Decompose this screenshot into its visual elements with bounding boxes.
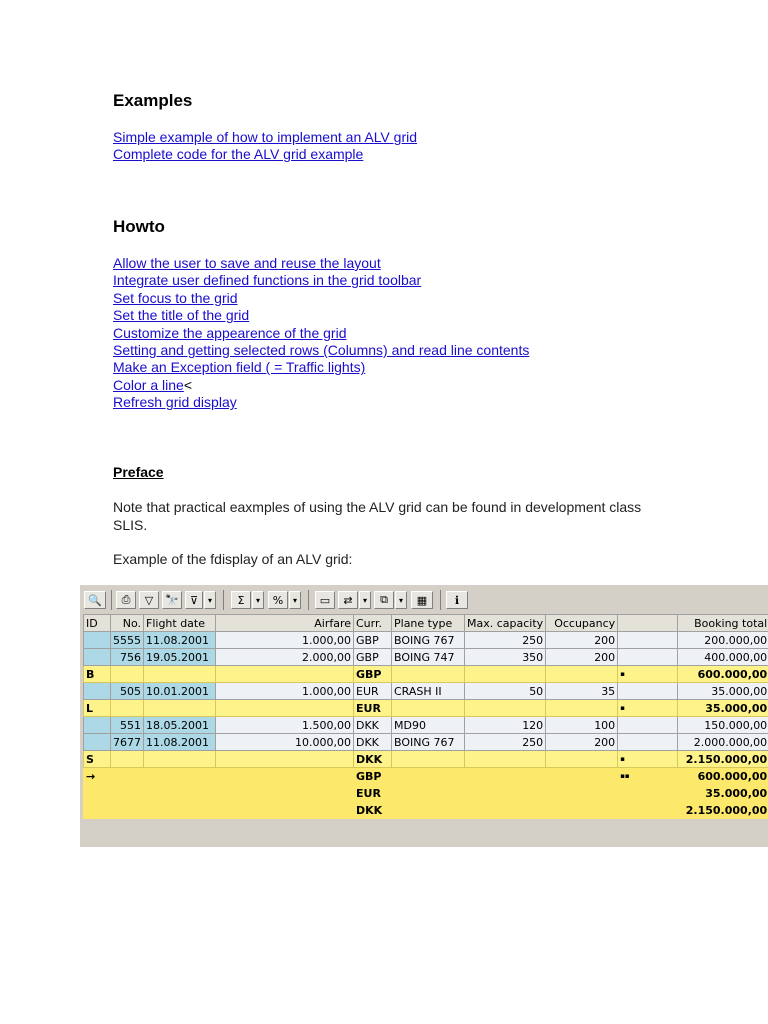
- cell-curr: DKK: [354, 802, 392, 819]
- alv-toolbar: [80, 585, 768, 614]
- col-header-curr[interactable]: Curr.: [354, 615, 392, 632]
- cell-total: 35.000,00: [678, 785, 768, 802]
- cell-max: [465, 785, 546, 802]
- cell-flag: ▪: [618, 700, 678, 717]
- cell-date: [144, 751, 216, 768]
- cell-total: 2.000.000,00: [678, 734, 768, 751]
- cell-airfare: [216, 700, 354, 717]
- link-set-focus[interactable]: Set focus to the grid: [113, 289, 238, 306]
- cell-id: →: [84, 768, 111, 785]
- cell-occ: [546, 802, 618, 819]
- preface-heading: Preface: [113, 464, 164, 480]
- cell-curr: EUR: [354, 700, 392, 717]
- table-row[interactable]: [84, 649, 768, 666]
- cell-id: B: [84, 666, 111, 683]
- cell-plane: [392, 802, 465, 819]
- cell-no: 7677: [111, 734, 144, 751]
- cell-no: 756: [111, 649, 144, 666]
- cell-no: [111, 700, 144, 717]
- cell-no: 551: [111, 717, 144, 734]
- col-header-airfare[interactable]: Airfare: [216, 615, 354, 632]
- cell-no: [111, 751, 144, 768]
- link-color-line[interactable]: Color a line: [113, 376, 184, 393]
- cell-plane: CRASH II: [392, 683, 465, 700]
- cell-plane: [392, 700, 465, 717]
- cell-date: [144, 768, 216, 785]
- total-row[interactable]: [84, 785, 768, 802]
- layout-icon[interactable]: ⧉: [374, 591, 394, 609]
- alv-intro-text: Example of the fdisplay of an ALV grid:: [113, 551, 353, 567]
- cell-date: [144, 666, 216, 683]
- table-row[interactable]: [84, 717, 768, 734]
- print-icon[interactable]: ⎙: [116, 591, 136, 609]
- total-row[interactable]: [84, 768, 768, 785]
- cell-id: [84, 649, 111, 666]
- cell-date: [144, 700, 216, 717]
- cell-flag: [618, 632, 678, 649]
- cell-id: [84, 632, 111, 649]
- sort-icon[interactable]: ⊽: [185, 591, 203, 609]
- cell-max: [465, 768, 546, 785]
- table-row[interactable]: [84, 683, 768, 700]
- cell-id: L: [84, 700, 111, 717]
- cell-airfare: 10.000,00: [216, 734, 354, 751]
- dropdown-icon[interactable]: ▾: [204, 591, 216, 609]
- link-exception-field[interactable]: Make an Exception field ( = Traffic lights): [113, 359, 366, 376]
- cell-plane: [392, 785, 465, 802]
- cell-occ: [546, 751, 618, 768]
- cell-total: 150.000,00: [678, 717, 768, 734]
- howto-link-list: [113, 255, 529, 412]
- table-row[interactable]: [84, 632, 768, 649]
- cell-date: 11.08.2001: [144, 632, 216, 649]
- cell-total: 600.000,00: [678, 666, 768, 683]
- preface-paragraph: Note that practical eaxmples of using the ALV grid can be found in development class SLIS.: [113, 499, 642, 533]
- details-icon[interactable]: 🔍: [84, 591, 106, 609]
- link-refresh-grid[interactable]: Refresh grid display: [113, 394, 237, 411]
- dropdown-icon[interactable]: ▾: [395, 591, 407, 609]
- color-line-suffix: <: [183, 376, 193, 393]
- subtotal-row[interactable]: [84, 751, 768, 768]
- cell-total: 35.000,00: [678, 700, 768, 717]
- cell-occ: [546, 666, 618, 683]
- grid-icon[interactable]: ▦: [411, 591, 433, 609]
- table-row[interactable]: [84, 734, 768, 751]
- cell-total: 200.000,00: [678, 632, 768, 649]
- cell-max: 120: [465, 717, 546, 734]
- cell-total: 600.000,00: [678, 768, 768, 785]
- cell-airfare: [216, 666, 354, 683]
- cell-max: [465, 751, 546, 768]
- cell-max: 50: [465, 683, 546, 700]
- cell-flag: [618, 717, 678, 734]
- col-header-plane-type[interactable]: Plane type: [392, 615, 465, 632]
- total-row[interactable]: [84, 802, 768, 819]
- cell-occ: [546, 768, 618, 785]
- link-complete-code[interactable]: Complete code for the ALV grid example: [113, 146, 364, 163]
- cell-curr: DKK: [354, 734, 392, 751]
- cell-total: 2.150.000,00: [678, 802, 768, 819]
- cell-airfare: 1.000,00: [216, 683, 354, 700]
- cell-no: [111, 666, 144, 683]
- cell-airfare: 1.500,00: [216, 717, 354, 734]
- find-icon[interactable]: 🔭: [162, 591, 182, 609]
- cell-plane: BOING 767: [392, 632, 465, 649]
- cell-date: 19.05.2001: [144, 649, 216, 666]
- cell-date: 18.05.2001: [144, 717, 216, 734]
- link-save-layout[interactable]: Allow the user to save and reuse the layout: [113, 255, 381, 271]
- cell-max: [465, 802, 546, 819]
- dropdown-icon[interactable]: ▾: [359, 591, 371, 609]
- excel-icon[interactable]: Σ: [231, 591, 251, 609]
- link-toolbar-functions[interactable]: Integrate user defined functions in the grid toolbar: [113, 272, 422, 289]
- cell-occ: 200: [546, 632, 618, 649]
- cell-flag: [618, 649, 678, 666]
- col-header-max-capacity[interactable]: Max. capacity: [465, 615, 546, 632]
- examples-link-list: [113, 129, 417, 164]
- cell-flag: ▪▪: [618, 768, 678, 785]
- cell-curr: GBP: [354, 666, 392, 683]
- cell-total: 400.000,00: [678, 649, 768, 666]
- col-header-booking-total[interactable]: Booking total: [678, 615, 768, 632]
- cell-airfare: [216, 802, 354, 819]
- dropdown-icon[interactable]: ▾: [289, 591, 301, 609]
- cell-curr: DKK: [354, 751, 392, 768]
- subtotal-row[interactable]: [84, 666, 768, 683]
- link-selected-rows[interactable]: Setting and getting selected rows (Columns) and read line contents: [113, 342, 530, 359]
- cell-occ: 200: [546, 649, 618, 666]
- cell-flag: [618, 734, 678, 751]
- print-preview-icon[interactable]: ▭: [315, 591, 335, 609]
- link-simple-example[interactable]: Simple example of how to implement an ALV grid: [113, 129, 418, 145]
- cell-flag: [618, 802, 678, 819]
- cell-occ: 200: [546, 734, 618, 751]
- cell-airfare: 1.000,00: [216, 632, 354, 649]
- info-icon[interactable]: ℹ: [446, 591, 468, 609]
- dropdown-icon[interactable]: ▾: [252, 591, 264, 609]
- cell-plane: [392, 768, 465, 785]
- cell-id: S: [84, 751, 111, 768]
- alv-grid-screenshot: [79, 584, 768, 847]
- col-header-exception[interactable]: [618, 615, 678, 632]
- cell-curr: GBP: [354, 649, 392, 666]
- cell-plane: BOING 747: [392, 649, 465, 666]
- cell-plane: MD90: [392, 717, 465, 734]
- cell-curr: DKK: [354, 717, 392, 734]
- cell-id: [84, 683, 111, 700]
- cell-date: [144, 802, 216, 819]
- alv-header-row: [84, 615, 768, 632]
- col-header-flight-date[interactable]: Flight date: [144, 615, 216, 632]
- cell-flag: ▪: [618, 666, 678, 683]
- filter-icon[interactable]: ▽: [139, 591, 159, 609]
- cell-flag: [618, 683, 678, 700]
- cell-plane: [392, 751, 465, 768]
- cell-occ: 100: [546, 717, 618, 734]
- cell-max: 250: [465, 734, 546, 751]
- cell-id: [84, 734, 111, 751]
- cell-plane: [392, 666, 465, 683]
- cell-curr: GBP: [354, 632, 392, 649]
- link-customize-appearance[interactable]: Customize the appearence of the grid: [113, 324, 347, 341]
- cell-id: [84, 802, 111, 819]
- cell-id: [84, 785, 111, 802]
- cell-airfare: [216, 768, 354, 785]
- subtotal-row[interactable]: [84, 700, 768, 717]
- alv-table: [83, 614, 768, 819]
- link-set-title[interactable]: Set the title of the grid: [113, 307, 250, 324]
- export-icon[interactable]: ⇄: [338, 591, 358, 609]
- cell-total: 35.000,00: [678, 683, 768, 700]
- col-header-occupancy[interactable]: Occupancy: [546, 615, 618, 632]
- cell-max: 250: [465, 632, 546, 649]
- cell-max: [465, 700, 546, 717]
- cell-date: [144, 785, 216, 802]
- cell-curr: GBP: [354, 768, 392, 785]
- examples-heading: Examples: [113, 91, 193, 110]
- cell-max: [465, 666, 546, 683]
- cell-no: [111, 802, 144, 819]
- cell-max: 350: [465, 649, 546, 666]
- cell-no: [111, 785, 144, 802]
- col-header-id[interactable]: ID: [84, 615, 111, 632]
- cell-no: 505: [111, 683, 144, 700]
- sum-icon[interactable]: %: [268, 591, 288, 609]
- cell-airfare: [216, 785, 354, 802]
- cell-id: [84, 717, 111, 734]
- col-header-no[interactable]: No.: [111, 615, 144, 632]
- cell-occ: [546, 785, 618, 802]
- cell-no: 5555: [111, 632, 144, 649]
- cell-curr: EUR: [354, 683, 392, 700]
- cell-date: 11.08.2001: [144, 734, 216, 751]
- cell-total: 2.150.000,00: [678, 751, 768, 768]
- howto-heading: Howto: [113, 217, 165, 236]
- cell-airfare: 2.000,00: [216, 649, 354, 666]
- cell-date: 10.01.2001: [144, 683, 216, 700]
- cell-flag: ▪: [618, 751, 678, 768]
- cell-occ: [546, 700, 618, 717]
- cell-plane: BOING 767: [392, 734, 465, 751]
- cell-curr: EUR: [354, 785, 392, 802]
- cell-occ: 35: [546, 683, 618, 700]
- cell-flag: [618, 785, 678, 802]
- cell-no: [111, 768, 144, 785]
- cell-airfare: [216, 751, 354, 768]
